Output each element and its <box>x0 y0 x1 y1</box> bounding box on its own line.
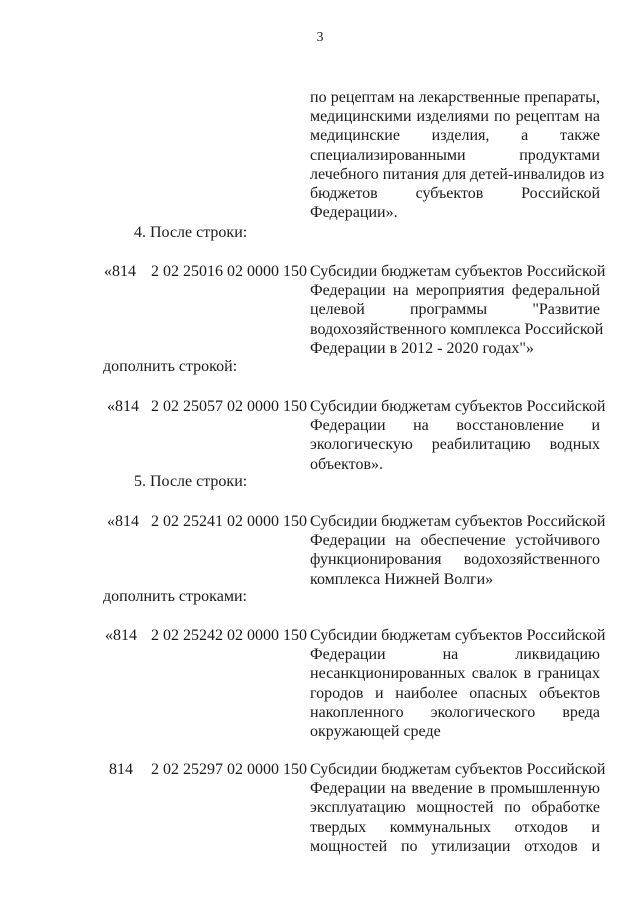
kbk-code: 2 02 25016 02 0000 150 <box>151 263 307 280</box>
row-description <box>310 397 606 474</box>
admin-code: 814 <box>109 761 133 778</box>
description-line: комплекса Нижней Волги» <box>310 570 494 588</box>
instruction-4: 4. После строки: <box>134 224 248 241</box>
description-line: городов и наиболее опасных объектов <box>310 684 600 702</box>
description-line: специализированными продуктами <box>310 146 600 164</box>
description-line: твердых коммунальных отходов и <box>310 818 600 836</box>
description-line: бюджетов субъектов Российской <box>310 185 600 203</box>
row-description <box>310 512 606 589</box>
description-line: накопленного экологического вреда <box>310 703 600 721</box>
description-line: Федерации на восстановление и <box>310 417 600 435</box>
continuation-description <box>310 88 605 222</box>
description-line: водохозяйственного комплекса Российской <box>310 320 604 338</box>
description-line: Федерации на введение в промышленную <box>310 780 600 798</box>
admin-code: «814 <box>105 627 137 644</box>
description-line: Субсидии бюджетам субъектов Российской <box>310 513 606 530</box>
admin-code: «814 <box>104 263 136 280</box>
supplement-instruction-2: дополнить строками: <box>103 588 247 605</box>
description-line: целевой программы "Развитие <box>310 301 600 319</box>
kbk-code: 2 02 25057 02 0000 150 <box>151 398 307 415</box>
description-line: Субсидии бюджетам субъектов Российской <box>310 263 606 280</box>
description-line: Федерации». <box>310 204 398 222</box>
description-line: Субсидии бюджетам субъектов Российской <box>310 627 606 644</box>
description-line: объектов». <box>310 455 384 473</box>
row-description <box>310 626 606 741</box>
description-line: мощностей по утилизации отходов и <box>310 837 600 855</box>
description-line: функционирования водохозяйственного <box>310 551 600 569</box>
kbk-code: 2 02 25242 02 0000 150 <box>151 627 307 644</box>
row-description <box>310 262 606 358</box>
kbk-code: 2 02 25241 02 0000 150 <box>151 513 307 530</box>
row-description <box>310 760 606 856</box>
description-line: окружающей среде <box>310 723 441 741</box>
description-line: Субсидии бюджетам субъектов Российской <box>310 761 606 778</box>
description-line: лечебного питания для детей-инвалидов из <box>310 165 605 183</box>
description-line: эксплуатацию мощностей по обработке <box>310 799 600 817</box>
description-line: несанкционированных свалок в границах <box>310 665 600 683</box>
description-line: Федерации на обеспечение устойчивого <box>310 532 600 550</box>
instruction-5: 5. После строки: <box>134 473 248 490</box>
description-line: Субсидии бюджетам субъектов Российской <box>310 398 606 415</box>
description-line: по рецептам на лекарственные препараты, <box>310 89 600 106</box>
description-line: медицинские изделия, а также <box>310 127 600 145</box>
description-line: Федерации в 2012 - 2020 годах"» <box>310 339 534 357</box>
description-line: Федерации на мероприятия федеральной <box>310 282 600 300</box>
page-number: 3 <box>316 30 324 45</box>
description-line: Федерации на ликвидацию <box>310 646 600 664</box>
description-line: экологическую реабилитацию водных <box>310 436 600 454</box>
description-line: медицинскими изделиями по рецептам на <box>310 108 600 126</box>
admin-code: «814 <box>107 398 139 415</box>
admin-code: «814 <box>107 513 139 530</box>
kbk-code: 2 02 25297 02 0000 150 <box>151 761 307 778</box>
supplement-instruction-1: дополнить строкой: <box>103 358 238 375</box>
